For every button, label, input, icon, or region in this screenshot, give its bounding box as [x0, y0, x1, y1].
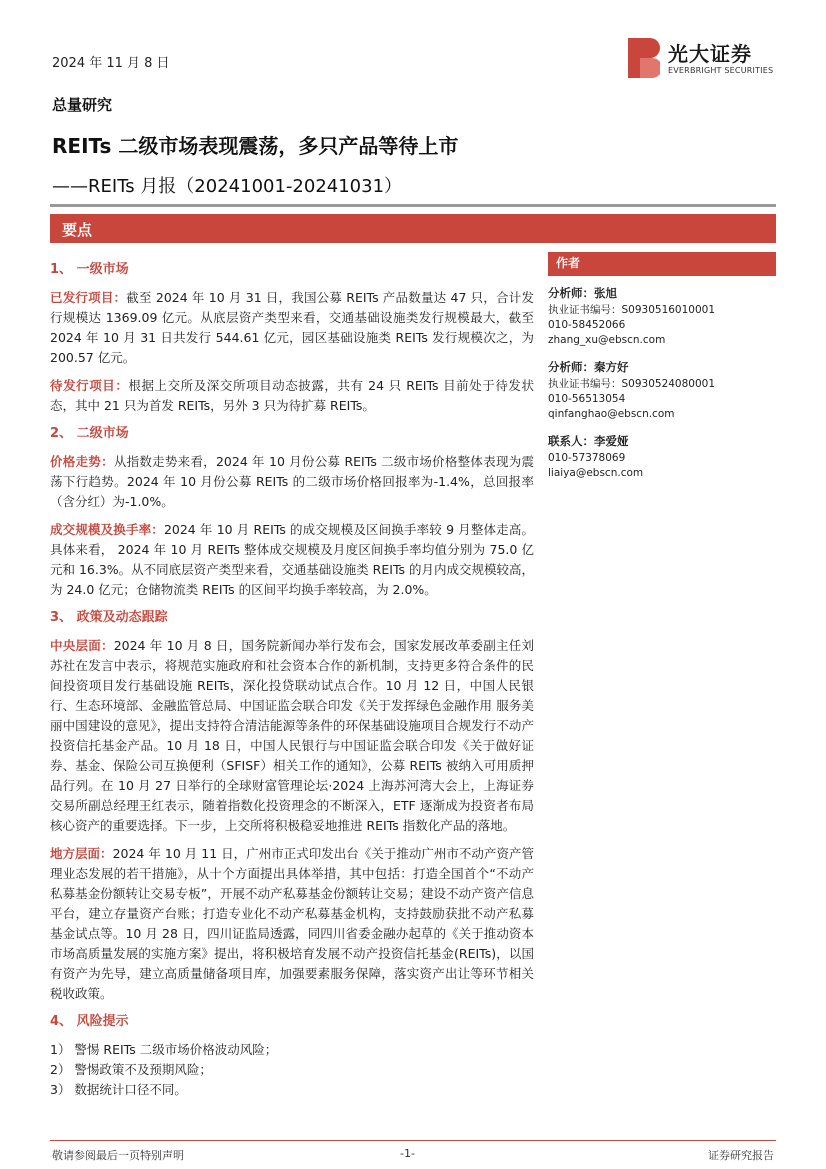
key-points-bar — [50, 214, 776, 243]
paragraph-text: 2024 年 10 月 11 日，广州市正式印发出台《关于推动广州市不动产资产管理业态发展的若干措施》，从十个方面提出具体举措，其中包括：打造全国首个“不动产私募基金份额转让交易专板”，开展不动产私募基金份额转让交易；建设不动产资产信息平台，建立存量资产台账；打造专业化不动产私募基金机构，支持鼓励获批不动产私募基金试点等。10 月 28 日，四川证监局透露，同四川省委金融办起草的《关于推动资本市场高质量发展的实施方案》提出，将积极培育发展不动产投资信托基金(REITs)，以国有资产为先导，建立高质量储备项目库，加强要素服务保障，落实资产出让等环节相关税收政策。 — [50, 846, 534, 1001]
contact-name: 联系人：李爱娅 — [548, 434, 629, 448]
paragraph-label: 价格走势： — [50, 454, 114, 469]
analyst-name: 分析师：秦方好 — [548, 360, 629, 374]
footer-disclaimer: 敬请参阅最后一页特别声明 — [52, 1149, 184, 1162]
section-heading: 4、 风险提示 — [50, 1014, 129, 1029]
paragraph-label: 成交规模及换手率： — [50, 522, 164, 537]
header-divider — [50, 204, 776, 207]
paragraph-text: 根据上交所及深交所项目动态披露，共有 24 只 REITs 目前处于待发状态，其中 21 只为首发 REITs，另外 3 只为待扩募 REITs。 — [50, 378, 534, 413]
contact-phone: 010-57378069 — [548, 452, 626, 464]
paragraph-label: 地方层面： — [50, 846, 113, 861]
report-subtitle: ——REITs 月报（20241001-20241031） — [52, 176, 403, 197]
section-heading: 1、 一级市场 — [50, 262, 129, 277]
risk-item: 2） 警惕政策不及预期风险； — [50, 1062, 212, 1077]
risk-item: 1） 警惕 REITs 二级市场价格波动风险； — [50, 1042, 278, 1057]
everbright-logo-icon — [626, 36, 660, 80]
contact-email: liaiya@ebscn.com — [548, 467, 644, 479]
paragraph-label: 中央层面： — [50, 638, 114, 653]
footer-divider — [50, 1140, 776, 1141]
paragraph-text: 2024 年 10 月 REITs 的成交规模及区间换手率较 9 月整体走高。具体来看， 2024 年 10 月 REITs 整体成交规模及月度区间换手率均值分别为 75.0 亿元和 16.3%。从不同底层资产类型来看，交通基础设施类 REITs 的月内成交规模较高，为 24.0 亿元；仓储物流类 REITs 的区间平均换手率较高，为 2.0%。 — [50, 522, 534, 597]
paragraph-label: 已发行项目： — [50, 290, 127, 305]
paragraph — [50, 376, 534, 416]
paragraph — [50, 452, 534, 512]
paragraph — [50, 288, 534, 368]
contact-card — [548, 434, 776, 481]
paragraph — [50, 636, 534, 836]
analyst-card — [548, 286, 776, 348]
key-points-label: 要点 — [62, 221, 93, 239]
risk-item: 3） 数据统计口径不同。 — [50, 1082, 187, 1097]
company-logo — [626, 36, 776, 82]
section-heading: 3、 政策及动态跟踪 — [50, 610, 168, 625]
analyst-phone: 010-56513054 — [548, 393, 626, 405]
analyst-card — [548, 360, 776, 422]
logo-name-cn: 光大证券 — [668, 42, 752, 66]
report-title: REITs 二级市场表现震荡，多只产品等待上市 — [52, 134, 459, 158]
page-number: -1- — [400, 1147, 415, 1160]
footer-report-type: 证券研究报告 — [708, 1149, 774, 1162]
analyst-phone: 010-58452066 — [548, 319, 626, 331]
analyst-license: 执业证书编号：S0930516010001 — [548, 304, 716, 316]
paragraph-text: 从指数走势来看，2024 年 10 月份公募 REITs 二级市场价格整体表现为震荡下行趋势。2024 年 10 月份公募 REITs 的二级市场价格回报率为-1.4%，总回报率（含分红）为-1.0%。 — [50, 454, 534, 509]
analyst-license: 执业证书编号：S0930524080001 — [548, 378, 716, 390]
report-category: 总量研究 — [52, 96, 113, 114]
analyst-name: 分析师：张旭 — [548, 286, 617, 300]
author-bar: 作者 — [548, 252, 776, 276]
paragraph — [50, 520, 534, 600]
paragraph-text: 截至 2024 年 10 月 31 日，我国公募 REITs 产品数量达 47 只，合计发行规模达 1369.09 亿元。从底层资产类型来看，交通基础设施类发行规模最大，截至 2024 年 10 月 31 日共发行 544.61 亿元，园区基础设施类 REITs 发行规模次之，为 200.57 亿元。 — [50, 290, 534, 365]
section-heading: 2、 二级市场 — [50, 426, 129, 441]
main-content — [50, 260, 534, 1100]
paragraph-label: 待发行项目： — [50, 378, 129, 393]
author-sidebar — [548, 252, 776, 493]
paragraph — [50, 844, 534, 1004]
report-date: 2024 年 11 月 8 日 — [52, 56, 170, 71]
paragraph-text: 2024 年 10 月 8 日，国务院新闻办举行发布会，国家发展改革委副主任刘苏社在发言中表示，将规范实施政府和社会资本合作的新机制，支持更多符合条件的民间投资项目发行基础设施 REITs，深化投贷联动试点合作。10 月 12 日，中国人民银行、生态环境部、金融监管总局、中国证监会联合印发《关于发挥绿色金融作用 服务美丽中国建设的意见》，提出支持符合清洁能源等条件的环保基础设施项目合规发行不动产投资信托基金产品。10 月 18 日，中国人民银行与中国证监会联合印发《关于做好证券、基金、保险公司互换便利（SFISF）相关工作的通知》，公募 REITs 被纳入可用质押品行列。在 10 月 27 日举行的全球财富管理论坛·2024 上海苏河湾大会上，上海证券交易所副总经理王红表示，随着指数化投资理念的不断深入，ETF 逐渐成为投资者布局核心资产的重要选择。下一步，上交所将积极稳妥地推进 REITs 指数化产品的落地。 — [50, 638, 534, 833]
analyst-email: zhang_xu@ebscn.com — [548, 334, 666, 346]
analyst-email: qinfanghao@ebscn.com — [548, 408, 675, 420]
logo-name-en: EVERBRIGHT SECURITIES — [668, 66, 774, 75]
